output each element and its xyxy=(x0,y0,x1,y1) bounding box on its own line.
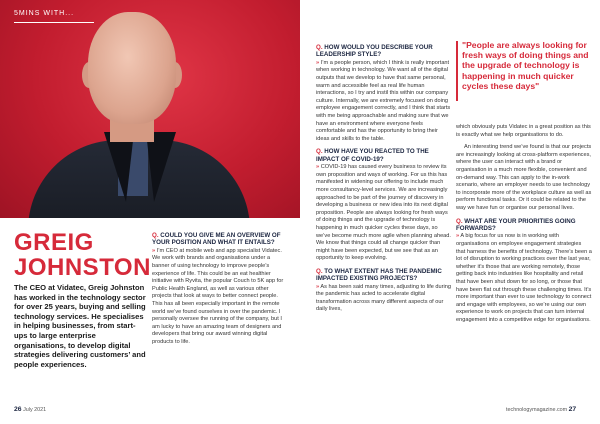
question-title: TO WHAT EXTENT HAS THE PANDEMIC IMPACTED EXISTING PROJECTS? xyxy=(316,267,442,283)
issue-date: July 2021 xyxy=(23,407,47,413)
column-3 xyxy=(456,124,592,329)
question-title: HOW WOULD YOU DESCRIBE YOUR LEADERSHIP STYLE? xyxy=(316,44,433,59)
pull-quote-bar xyxy=(456,41,458,101)
question-title: HOW HAVE YOU REACTED TO THE IMPACT OF COVID-19? xyxy=(316,148,429,163)
portrait-photo xyxy=(0,0,300,218)
column-q2-q4 xyxy=(316,44,452,319)
kicker-divider xyxy=(14,22,94,23)
interviewee-name xyxy=(14,229,151,281)
head-shape xyxy=(88,12,176,124)
answer-marker: » xyxy=(152,247,156,254)
question-heading xyxy=(456,218,592,233)
page-number: 26 xyxy=(14,406,22,413)
name-last: JOHNSTON xyxy=(14,254,151,281)
lapel-shape xyxy=(104,132,134,202)
magazine-url: technologymagazine.com xyxy=(506,407,568,413)
answer-text: COVID-19 has caused every business to review its own proposition and ways of working. For us this has manifested in widening our offering to include much more consultancy-level services. We are increasingly approached to be part of the journey of discovery in developing a business or new idea into its next digital proposition. People are always looking for fresh ways of doing things and the upgrade of technology is happening in much quicker cycles these days, so we’ve become much more agile when planning ahead. We know that things could all change quicker than might have been expected, but we see that as an opportunity to keep evolving. xyxy=(316,164,451,262)
name-first: GREIG xyxy=(14,229,94,256)
answer-marker: » xyxy=(316,164,320,171)
lapel-shape xyxy=(146,132,176,202)
column-q1 xyxy=(152,232,288,347)
answer-marker: » xyxy=(456,233,460,240)
qa-block xyxy=(316,268,452,314)
question-heading xyxy=(316,44,452,59)
question-heading xyxy=(316,148,452,163)
question-title: COULD YOU GIVE ME AN OVERVIEW OF YOUR POSITION AND WHAT IT ENTAILS? xyxy=(152,232,281,247)
section-kicker: 5MINS WITH... xyxy=(14,10,75,17)
question-marker: Q. xyxy=(152,232,159,239)
answer-text: A big focus for us now is in working with organisations on employee engagement strategies that harness the benefits of technology. There’s been a lot of disruption to working practices over the last year, whether it’s those that are working remotely, those getting back into industries like hospitality and retail that have been shut down for so long, or those that have been flat out through these challenging times. It’s more important than ever to use technology to connect and engage with employees, so we’re using our own experience to work on projects that can turn internal engagement into a competitive edge for organisations. xyxy=(456,233,592,323)
question-heading xyxy=(316,268,452,283)
qa-block xyxy=(316,148,452,263)
qa-block xyxy=(316,44,452,143)
question-marker: Q. xyxy=(316,44,323,51)
body-paragraph: An interesting trend we’ve found is that our projects are increasingly looking at cross-platform experiences, where the user can interact with a brand or organisation in a much more flexible, convenient and on-demand way. This can apply to the in-work scenario, where an employer needs to use technology to incorporate more of the workplace culture as well as perform functional tasks. Or it could be related to the way we have fun or organise our personal lives. xyxy=(456,144,592,211)
footer-left xyxy=(14,406,46,413)
question-marker: Q. xyxy=(316,267,323,275)
answer-marker: » xyxy=(316,59,320,66)
answer-paragraph xyxy=(152,248,288,347)
question-title: WHAT ARE YOUR PRIORITIES GOING FORWARDS? xyxy=(456,217,576,232)
answer-text: As has been said many times, adjusting to life during the pandemic has acted to accelerate digital transformation across many different aspects of our daily lives, xyxy=(316,283,451,313)
answer-text: I’m CEO at mobile web and app specialist Vidatec. We work with brands and organisations under a banner of using technology to improve people’s experience of life. This could be an eat healthier initiative with Ryvita, the popular Couch to 5K app for Public Health England, as well as various other projects that look at ways to better connect people. This has all been especially important in the remote world we’ve found ourselves in over the pandemic. I personally oversee the running of the company, but I am lucky to have an amazing team of designers and developers that bring our award winning digital products to life. xyxy=(152,247,284,345)
answer-paragraph xyxy=(456,233,592,324)
body-paragraph: which obviously puts Vidatec in a great position as this is exactly what we help organisations to do. xyxy=(456,124,591,138)
answer-paragraph xyxy=(316,60,452,144)
footer-right xyxy=(506,406,576,413)
answer-paragraph xyxy=(316,284,452,314)
page-number: 27 xyxy=(568,406,577,413)
pull-quote: "People are always looking for fresh ways of doing things and the upgrade of technology is happening in much quicker cycles these days" xyxy=(462,40,589,91)
answer-paragraph xyxy=(316,164,452,263)
answer-marker: » xyxy=(316,283,320,290)
qa-block xyxy=(456,218,592,325)
intro-paragraph: The CEO at Vidatec, Greig Johnston has worked in the technology sector for over 25 years, buying and selling technology services. He specialises in helping businesses, from start-ups to large enterprise organisations, to develop digital strategies delivering customers’ and people experiences. xyxy=(14,283,146,369)
question-marker: Q. xyxy=(316,148,323,156)
question-marker: Q. xyxy=(456,217,463,225)
question-heading xyxy=(152,232,288,247)
answer-text: I’m a people person, which I think is really important when working in technology. We want all of the digital outputs that we develop to have that same personal, warm and accessible feel as real life human interactions, so I try and instil this within our company culture. Internally, we are extremely focused on doing employee engagement correctly, and I think that starts with me being approachable and making sure that we have an environment where everyone feels comfortable and has the opportunity to bring their ideas and skills to the table. xyxy=(316,59,451,142)
